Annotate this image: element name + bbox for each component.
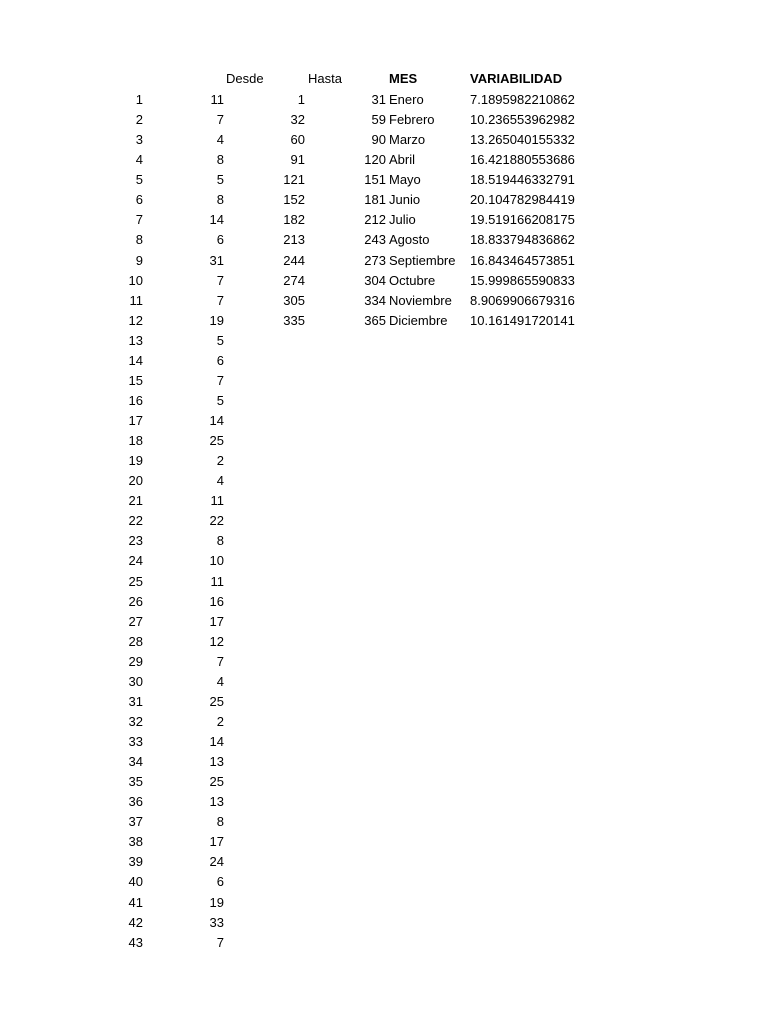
- variabilidad-value: 7.1895982210862: [470, 92, 575, 107]
- row-index: 32: [128, 713, 143, 729]
- month-name: Enero: [389, 92, 424, 107]
- desde-value: 2: [216, 453, 224, 469]
- desde-value: 4: [216, 473, 224, 489]
- month-end-day: 59: [371, 112, 386, 128]
- month-name: Agosto: [389, 232, 430, 248]
- desde-value: 4: [216, 132, 224, 148]
- variabilidad-value: 16.421880553686: [470, 152, 575, 168]
- table-row: [0, 852, 768, 872]
- month-end-day: 90: [371, 132, 386, 148]
- row-index: 28: [128, 633, 143, 649]
- row-index: 38: [128, 834, 143, 850]
- table-row: [0, 792, 768, 812]
- row-index: 15: [128, 372, 143, 388]
- desde-value: 25: [209, 433, 224, 449]
- table-row: [0, 351, 768, 371]
- desde-value: 5: [216, 392, 224, 408]
- desde-value: 17: [209, 613, 224, 629]
- hasta-value: 182: [283, 212, 305, 228]
- table-row: [0, 812, 768, 832]
- variabilidad-value: 20.104782984419: [470, 192, 575, 208]
- table-row: [0, 592, 768, 612]
- month-end-day: 212: [364, 212, 386, 228]
- month-name: Marzo: [389, 132, 426, 148]
- desde-value: 7: [216, 934, 224, 950]
- row-index: 43: [128, 934, 143, 950]
- desde-value: 25: [209, 693, 224, 709]
- row-index: 23: [128, 533, 143, 549]
- desde-value: 7: [216, 653, 224, 669]
- hasta-value: 305: [283, 292, 305, 308]
- table-row: [0, 411, 768, 431]
- table-row: [0, 230, 768, 250]
- table-row: [0, 692, 768, 712]
- row-index: 17: [128, 413, 143, 428]
- table-row: [0, 712, 768, 732]
- desde-value: 7: [216, 272, 224, 288]
- desde-value: 11: [210, 92, 224, 107]
- table-row: [0, 772, 768, 792]
- row-index: 16: [128, 392, 143, 408]
- month-name: Mayo: [389, 172, 421, 188]
- month-end-day: 120: [364, 152, 386, 168]
- desde-value: 10: [209, 553, 224, 569]
- table-row: [0, 110, 768, 130]
- row-index: 27: [128, 613, 143, 629]
- row-index: 42: [128, 914, 143, 930]
- desde-value: 31: [209, 252, 224, 268]
- table-row: [0, 291, 768, 311]
- table-row: [0, 471, 768, 491]
- row-index: 9: [135, 252, 143, 268]
- header-hasta: Hasta: [308, 71, 342, 86]
- table-row: [0, 90, 768, 110]
- table-row: [0, 832, 768, 852]
- row-index: 10: [128, 272, 143, 288]
- desde-value: 13: [209, 794, 224, 810]
- month-name: Septiembre: [389, 252, 456, 268]
- table-row: [0, 572, 768, 592]
- row-index: 19: [128, 453, 143, 469]
- header-mes: MES: [389, 71, 418, 86]
- month-end-day: 273: [364, 252, 386, 268]
- row-index: 36: [128, 794, 143, 810]
- row-index: 18: [128, 433, 143, 449]
- table-row: [0, 551, 768, 571]
- row-index: 37: [128, 814, 143, 830]
- desde-value: 24: [209, 854, 224, 870]
- row-index: 33: [128, 734, 143, 749]
- table-row: [0, 150, 768, 170]
- desde-value: 8: [216, 814, 224, 830]
- hasta-value: 121: [283, 172, 305, 188]
- table-row: [0, 391, 768, 411]
- row-index: 39: [128, 854, 143, 870]
- desde-value: 14: [209, 212, 224, 228]
- variabilidad-value: 18.519446332791: [470, 172, 575, 188]
- table-row: [0, 331, 768, 351]
- table-row: [0, 251, 768, 271]
- month-end-day: 151: [364, 172, 386, 188]
- row-index: 25: [128, 573, 143, 589]
- hasta-value: 60: [290, 132, 305, 148]
- month-end-day: 304: [364, 272, 386, 288]
- desde-value: 33: [209, 914, 224, 930]
- desde-value: 6: [216, 352, 224, 368]
- table-row: [0, 511, 768, 531]
- desde-value: 6: [216, 874, 224, 890]
- desde-value: 17: [209, 834, 224, 850]
- variabilidad-value: 13.265040155332: [470, 132, 575, 148]
- row-index: 21: [128, 493, 143, 509]
- month-name: Junio: [389, 192, 421, 208]
- desde-value: 4: [216, 673, 224, 689]
- table-row: [0, 732, 768, 752]
- row-index: 1: [135, 92, 143, 107]
- desde-value: 22: [209, 513, 224, 529]
- hasta-value: 152: [283, 192, 305, 208]
- table-row: [0, 672, 768, 692]
- row-index: 26: [128, 593, 143, 609]
- row-index: 12: [128, 312, 143, 328]
- table-row: [0, 632, 768, 652]
- table-row: [0, 170, 768, 190]
- row-index: 6: [135, 192, 143, 208]
- desde-value: 5: [216, 332, 224, 348]
- table-row: [0, 531, 768, 551]
- hasta-value: 32: [290, 112, 305, 128]
- table-row: [0, 451, 768, 471]
- month-end-day: 334: [364, 292, 386, 308]
- desde-value: 25: [209, 774, 224, 790]
- desde-value: 19: [209, 312, 224, 328]
- hasta-value: 1: [297, 92, 305, 107]
- month-name: Noviembre: [389, 292, 452, 308]
- desde-value: 14: [209, 413, 224, 428]
- table-row: [0, 893, 768, 913]
- desde-value: 13: [209, 754, 224, 770]
- variabilidad-value: 16.843464573851: [470, 252, 575, 268]
- table-row: [0, 311, 768, 331]
- desde-value: 14: [209, 734, 224, 749]
- table-row: [0, 271, 768, 291]
- desde-value: 5: [216, 172, 224, 188]
- desde-value: 16: [209, 593, 224, 609]
- desde-value: 19: [209, 894, 224, 910]
- month-end-day: 31: [371, 92, 386, 107]
- month-name: Julio: [389, 212, 416, 228]
- hasta-value: 244: [283, 252, 305, 268]
- header-variabilidad: VARIABILIDAD: [470, 71, 563, 86]
- row-index: 41: [128, 894, 143, 910]
- desde-value: 6: [216, 232, 224, 248]
- desde-value: 7: [216, 292, 224, 308]
- table-row: [0, 371, 768, 391]
- variabilidad-value: 10.161491720141: [470, 312, 575, 328]
- table-row: [0, 491, 768, 511]
- table-row: [0, 752, 768, 772]
- month-end-day: 243: [364, 232, 386, 248]
- month-name: Abril: [389, 152, 416, 168]
- variabilidad-value: 19.519166208175: [470, 212, 575, 228]
- variabilidad-value: 8.9069906679316: [470, 292, 575, 308]
- row-index: 29: [128, 653, 143, 669]
- table-row: [0, 431, 768, 451]
- month-name: Diciembre: [389, 312, 448, 328]
- month-name: Octubre: [389, 272, 436, 288]
- row-index: 11: [129, 292, 143, 308]
- desde-value: 2: [216, 713, 224, 729]
- table-row: [0, 933, 768, 953]
- row-index: 2: [135, 112, 143, 128]
- desde-value: 11: [210, 573, 224, 589]
- desde-value: 12: [209, 633, 224, 649]
- row-index: 40: [128, 874, 143, 890]
- hasta-value: 91: [290, 152, 305, 168]
- month-end-day: 181: [364, 192, 386, 208]
- table-row: [0, 652, 768, 672]
- row-index: 3: [135, 132, 143, 148]
- header-desde: Desde: [226, 71, 264, 86]
- desde-value: 8: [216, 152, 224, 168]
- month-name: Febrero: [389, 112, 435, 128]
- desde-value: 8: [216, 533, 224, 549]
- row-index: 7: [135, 212, 143, 228]
- row-index: 13: [128, 332, 143, 348]
- hasta-value: 274: [283, 272, 305, 288]
- desde-value: 8: [216, 192, 224, 208]
- month-end-day: 365: [364, 312, 386, 328]
- table-row: [0, 913, 768, 933]
- table-row: [0, 872, 768, 892]
- variabilidad-value: 18.833794836862: [470, 232, 575, 248]
- variabilidad-value: 10.236553962982: [470, 112, 575, 128]
- table-row: [0, 190, 768, 210]
- row-index: 14: [128, 352, 143, 368]
- table-row: [0, 612, 768, 632]
- hasta-value: 335: [283, 312, 305, 328]
- hasta-value: 213: [283, 232, 305, 248]
- desde-value: 7: [216, 372, 224, 388]
- desde-value: 7: [216, 112, 224, 128]
- row-index: 34: [128, 754, 143, 770]
- row-index: 20: [128, 473, 143, 489]
- row-index: 35: [128, 774, 143, 790]
- desde-value: 11: [210, 493, 224, 509]
- data-rows: [0, 90, 768, 953]
- variabilidad-value: 15.999865590833: [470, 272, 575, 288]
- row-index: 31: [128, 693, 143, 709]
- row-index: 5: [135, 172, 143, 188]
- row-index: 8: [135, 232, 143, 248]
- row-index: 22: [128, 513, 143, 529]
- table-row: [0, 210, 768, 230]
- row-index: 30: [128, 673, 143, 689]
- row-index: 4: [135, 152, 143, 168]
- table-row: [0, 130, 768, 150]
- row-index: 24: [128, 553, 143, 569]
